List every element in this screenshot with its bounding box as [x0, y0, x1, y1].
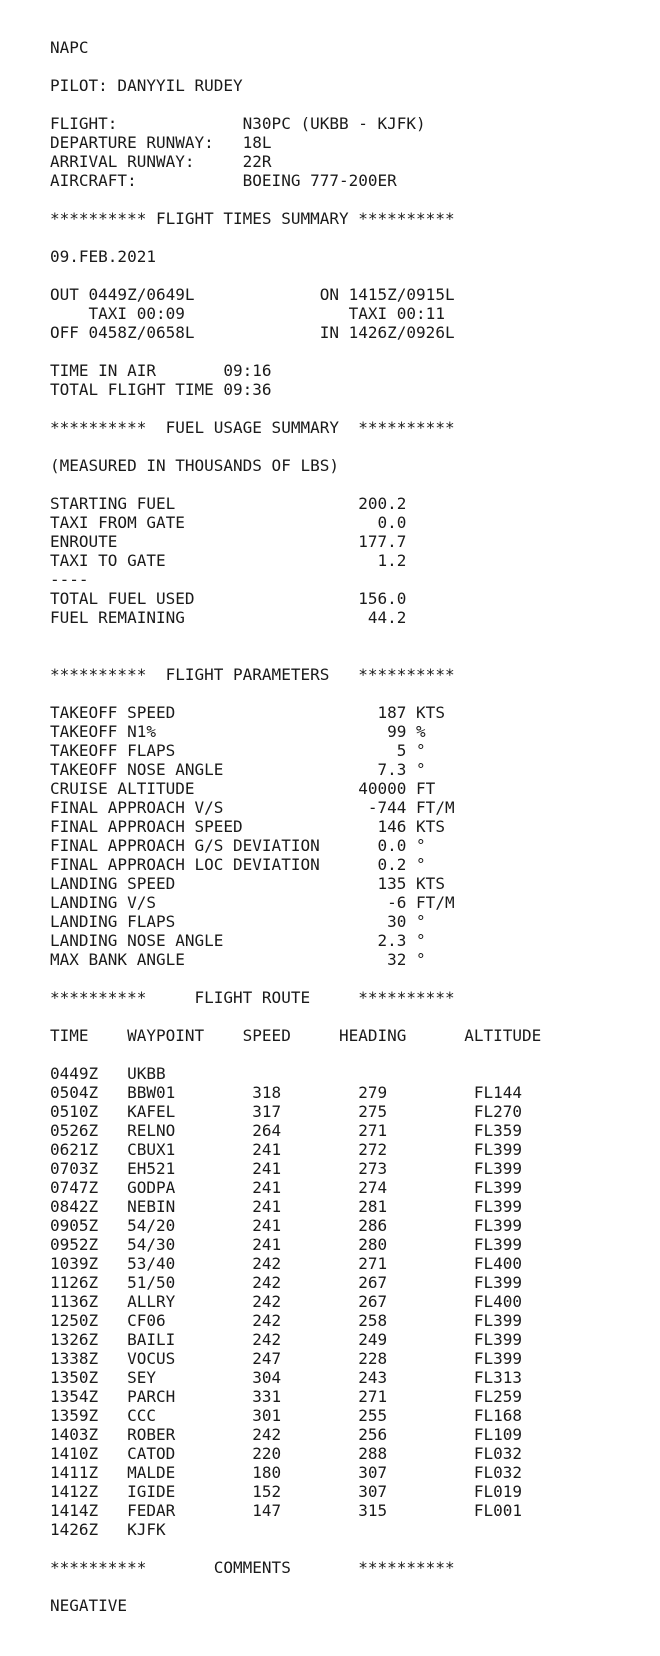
- flight-info-row: DEPARTURE RUNWAY: 18L: [50, 133, 272, 152]
- company-name: NAPC: [50, 38, 89, 57]
- parameter-row: FINAL APPROACH SPEED 146 KTS: [50, 817, 445, 836]
- blank-line: [50, 627, 660, 646]
- times-section-title: ********** FLIGHT TIMES SUMMARY **********: [50, 209, 455, 228]
- route-row: 1354Z PARCH 331 271 FL259: [50, 1387, 523, 1406]
- route-row: 1326Z BAILI 242 249 FL399: [50, 1330, 523, 1349]
- comments-section-title: ********** COMMENTS **********: [50, 1558, 455, 1577]
- fuel-row: TAXI FROM GATE 0.0: [50, 513, 407, 532]
- route-row: 1039Z 53/40 242 271 FL400: [50, 1254, 523, 1273]
- parameter-row: TAKEOFF N1% 99 %: [50, 722, 426, 741]
- parameters-section-title: ********** FLIGHT PARAMETERS **********: [50, 665, 455, 684]
- route-row: 1410Z CATOD 220 288 FL032: [50, 1444, 523, 1463]
- time-in-air: TIME IN AIR 09:16: [50, 361, 272, 380]
- blank-line: [50, 646, 660, 665]
- blank-line: [50, 684, 660, 703]
- parameter-row: FINAL APPROACH LOC DEVIATION 0.2 °: [50, 855, 426, 874]
- flight-info-row: AIRCRAFT: BOEING 777-200ER: [50, 171, 397, 190]
- route-row: 1359Z CCC 301 255 FL168: [50, 1406, 523, 1425]
- taxi-times: TAXI 00:09 TAXI 00:11: [50, 304, 445, 323]
- route-section-title: ********** FLIGHT ROUTE **********: [50, 988, 455, 1007]
- blank-line: [50, 1045, 660, 1064]
- blank-line: [50, 190, 660, 209]
- route-row: 1350Z SEY 304 243 FL313: [50, 1368, 523, 1387]
- route-row: 0703Z EH521 241 273 FL399: [50, 1159, 523, 1178]
- route-row: 0905Z 54/20 241 286 FL399: [50, 1216, 523, 1235]
- blank-line: [50, 266, 660, 285]
- total-flight-time: TOTAL FLIGHT TIME 09:36: [50, 380, 272, 399]
- flight-info-row: FLIGHT: N30PC (UKBB - KJFK): [50, 114, 426, 133]
- route-header: TIME WAYPOINT SPEED HEADING ALTITUDE: [50, 1026, 542, 1045]
- route-row: 0510Z KAFEL 317 275 FL270: [50, 1102, 523, 1121]
- parameter-row: TAKEOFF FLAPS 5 °: [50, 741, 426, 760]
- blank-line: [50, 399, 660, 418]
- off-in-times: OFF 0458Z/0658L IN 1426Z/0926L: [50, 323, 455, 342]
- route-row: 1411Z MALDE 180 307 FL032: [50, 1463, 523, 1482]
- flight-date: 09.FEB.2021: [50, 247, 156, 266]
- fuel-total-row: FUEL REMAINING 44.2: [50, 608, 407, 627]
- route-row: 0504Z BBW01 318 279 FL144: [50, 1083, 523, 1102]
- fuel-units-note: (MEASURED IN THOUSANDS OF LBS): [50, 456, 339, 475]
- fuel-separator: ----: [50, 570, 89, 589]
- blank-line: [50, 1539, 660, 1558]
- route-row: 0449Z UKBB: [50, 1064, 166, 1083]
- blank-line: [50, 1577, 660, 1596]
- blank-line: [50, 342, 660, 361]
- parameter-row: LANDING V/S -6 FT/M: [50, 893, 455, 912]
- blank-line: [50, 475, 660, 494]
- comments-text: NEGATIVE: [50, 1596, 128, 1615]
- parameter-row: TAKEOFF NOSE ANGLE 7.3 °: [50, 760, 426, 779]
- parameter-row: FINAL APPROACH G/S DEVIATION 0.0 °: [50, 836, 426, 855]
- blank-line: [50, 1007, 660, 1026]
- route-row: 1136Z ALLRY 242 267 FL400: [50, 1292, 523, 1311]
- fuel-section-title: ********** FUEL USAGE SUMMARY **********: [50, 418, 455, 437]
- out-on-times: OUT 0449Z/0649L ON 1415Z/0915L: [50, 285, 455, 304]
- fuel-row: ENROUTE 177.7: [50, 532, 407, 551]
- blank-line: [50, 95, 660, 114]
- route-row: 1126Z 51/50 242 267 FL399: [50, 1273, 523, 1292]
- blank-line: [50, 437, 660, 456]
- parameter-row: MAX BANK ANGLE 32 °: [50, 950, 426, 969]
- parameter-row: TAKEOFF SPEED 187 KTS: [50, 703, 445, 722]
- fuel-row: TAXI TO GATE 1.2: [50, 551, 407, 570]
- parameter-row: CRUISE ALTITUDE 40000 FT: [50, 779, 436, 798]
- parameter-row: LANDING FLAPS 30 °: [50, 912, 426, 931]
- flight-info-row: ARRIVAL RUNWAY: 22R: [50, 152, 272, 171]
- route-row: 1250Z CF06 242 258 FL399: [50, 1311, 523, 1330]
- route-row: 0526Z RELNO 264 271 FL359: [50, 1121, 523, 1140]
- route-row: 0952Z 54/30 241 280 FL399: [50, 1235, 523, 1254]
- fuel-total-row: TOTAL FUEL USED 156.0: [50, 589, 407, 608]
- blank-line: [50, 969, 660, 988]
- route-row: 0621Z CBUX1 241 272 FL399: [50, 1140, 523, 1159]
- parameter-row: FINAL APPROACH V/S -744 FT/M: [50, 798, 455, 817]
- fuel-row: STARTING FUEL 200.2: [50, 494, 407, 513]
- pilot-name: PILOT: DANYYIL RUDEY: [50, 76, 243, 95]
- blank-line: [50, 57, 660, 76]
- route-row: 1414Z FEDAR 147 315 FL001: [50, 1501, 523, 1520]
- blank-line: [50, 228, 660, 247]
- parameter-row: LANDING NOSE ANGLE 2.3 °: [50, 931, 426, 950]
- route-row: 0842Z NEBIN 241 281 FL399: [50, 1197, 523, 1216]
- route-row: 1412Z IGIDE 152 307 FL019: [50, 1482, 523, 1501]
- route-row: 1338Z VOCUS 247 228 FL399: [50, 1349, 523, 1368]
- parameter-row: LANDING SPEED 135 KTS: [50, 874, 445, 893]
- route-row: 1403Z ROBER 242 256 FL109: [50, 1425, 523, 1444]
- route-row: 1426Z KJFK: [50, 1520, 166, 1539]
- route-row: 0747Z GODPA 241 274 FL399: [50, 1178, 523, 1197]
